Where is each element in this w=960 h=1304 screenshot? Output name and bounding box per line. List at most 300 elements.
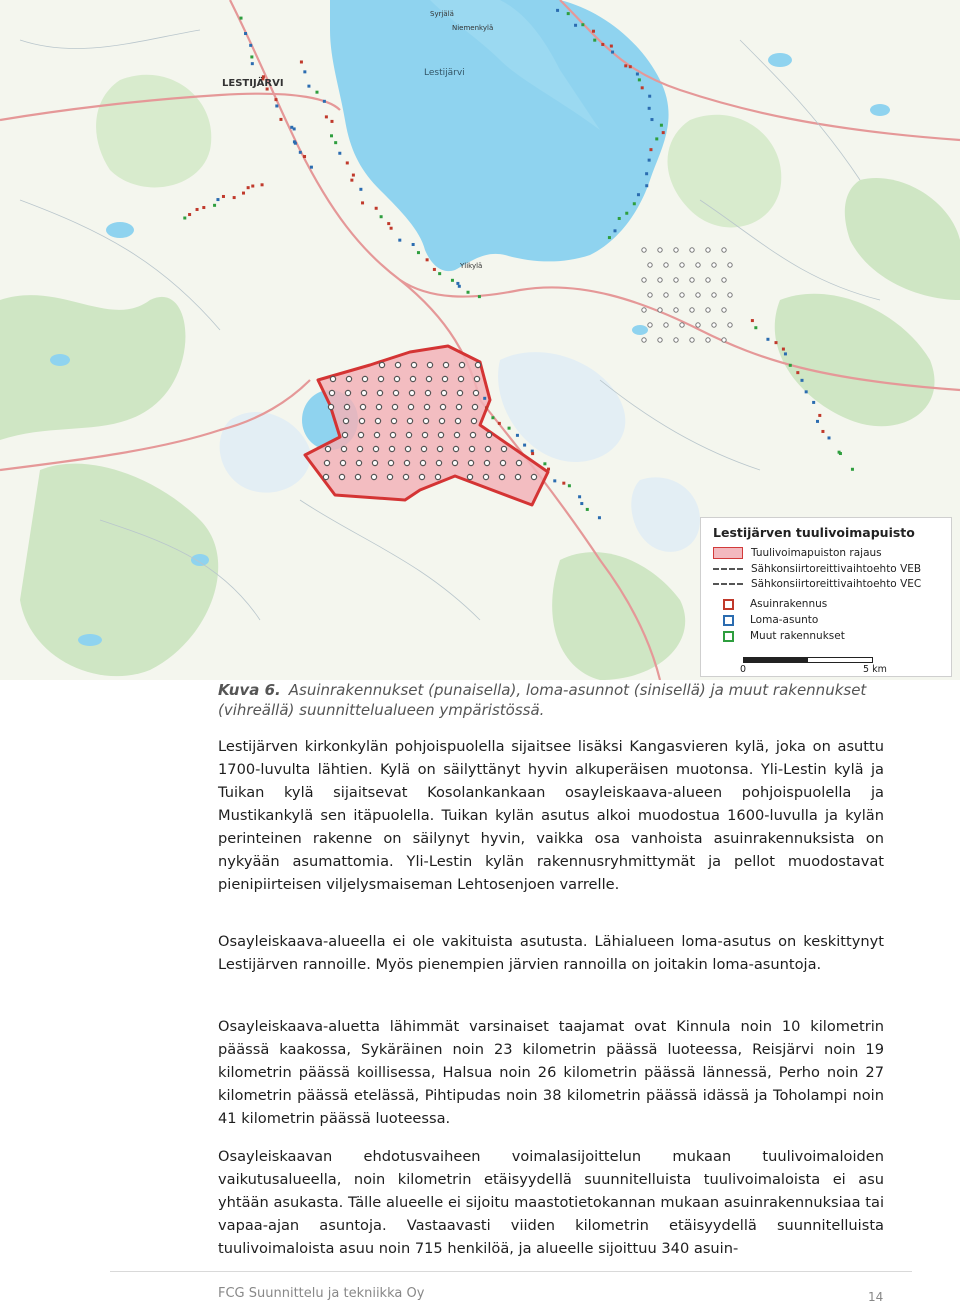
turbine-marker — [469, 446, 474, 451]
building-marker — [649, 148, 652, 151]
building-marker — [556, 9, 559, 12]
page-number: 14 — [868, 1290, 884, 1304]
holiday-home-square-icon — [723, 615, 734, 626]
building-marker — [222, 195, 225, 198]
building-marker — [307, 85, 310, 88]
turbine-marker — [403, 474, 408, 479]
turbine-marker — [324, 460, 329, 465]
legend-label: Tuulivoimapuiston rajaus — [751, 547, 882, 559]
turbine-marker — [345, 390, 350, 395]
building-marker — [601, 43, 604, 46]
turbine-marker — [439, 418, 444, 423]
turbine-marker — [356, 460, 361, 465]
turbine-marker — [696, 293, 700, 297]
legend-label: Loma-asunto — [750, 614, 819, 626]
turbine-marker — [500, 460, 505, 465]
turbine-marker — [419, 474, 424, 479]
footer-divider — [110, 1271, 912, 1272]
building-marker — [244, 32, 247, 35]
turbine-marker — [706, 308, 710, 312]
place-label: Niemenkylä — [452, 24, 494, 32]
caption-label: Kuva 6. — [218, 681, 281, 699]
building-marker — [188, 213, 191, 216]
turbine-marker — [690, 308, 694, 312]
turbine-marker — [712, 323, 716, 327]
turbine-marker — [642, 308, 646, 312]
building-marker — [660, 124, 663, 127]
building-marker — [754, 326, 757, 329]
building-marker — [801, 379, 804, 382]
turbine-marker — [531, 474, 536, 479]
turbine-marker — [674, 308, 678, 312]
turbine-marker — [339, 474, 344, 479]
turbine-marker — [706, 248, 710, 252]
building-marker — [417, 251, 420, 254]
turbine-marker — [642, 278, 646, 282]
turbine-marker — [674, 248, 678, 252]
turbine-marker — [394, 376, 399, 381]
turbine-marker — [323, 474, 328, 479]
building-marker — [294, 142, 297, 145]
turbine-marker — [642, 248, 646, 252]
turbine-marker — [438, 432, 443, 437]
turbine-marker — [658, 338, 662, 342]
turbine-marker — [389, 446, 394, 451]
building-marker — [250, 55, 253, 58]
building-marker — [438, 272, 441, 275]
turbine-marker — [390, 432, 395, 437]
turbine-marker — [664, 263, 668, 267]
lake — [191, 554, 209, 566]
building-marker — [375, 207, 378, 210]
turbine-marker — [712, 293, 716, 297]
legend-label: Asuinrakennus — [750, 598, 828, 610]
building-marker — [361, 201, 364, 204]
building-marker — [310, 166, 313, 169]
turbine-marker — [455, 418, 460, 423]
map-legend — [700, 517, 952, 677]
building-marker — [202, 206, 205, 209]
turbine-marker — [441, 390, 446, 395]
turbine-marker — [355, 474, 360, 479]
turbine-marker — [342, 432, 347, 437]
turbine-marker — [420, 460, 425, 465]
building-marker — [578, 495, 581, 498]
building-marker — [637, 193, 640, 196]
building-marker — [782, 348, 785, 351]
building-marker — [636, 73, 639, 76]
building-marker — [805, 390, 808, 393]
turbine-marker — [484, 460, 489, 465]
legend-item-residence — [713, 597, 827, 611]
building-marker — [592, 30, 595, 33]
building-marker — [433, 268, 436, 271]
turbine-marker — [472, 404, 477, 409]
building-marker — [251, 185, 254, 188]
turbine-marker — [680, 323, 684, 327]
turbine-marker — [485, 446, 490, 451]
building-marker — [624, 64, 627, 67]
turbine-marker — [706, 338, 710, 342]
turbine-marker — [457, 390, 462, 395]
turbine-marker — [664, 293, 668, 297]
turbine-marker — [360, 404, 365, 409]
turbine-marker — [392, 404, 397, 409]
paragraph: Osayleiskaava-aluetta lähimmät varsinaiset taajamat ovat Kinnula noin 10 kilometrin päässä kaakossa, Sykäräinen noin 23 kilometrin päässä luoteessa, Reisjärvi noin 19 kilometrin päässä koillisessa, Halsua noin 26 kilometrin päässä lännessä, Perho noin 27 kilometrin päässä etelässä, Pihtipudas noin 38 kilometrin päässä idässä ja Toholampi noin 41 kilometrin päässä luoteessa. — [218, 1018, 884, 1127]
building-marker — [625, 212, 628, 215]
lake — [50, 354, 70, 366]
legend-label: Sähkonsiirtoreittivaihtoehto VEC — [751, 578, 922, 590]
building-marker — [568, 484, 571, 487]
building-marker — [216, 198, 219, 201]
building-marker — [531, 452, 534, 455]
turbine-marker — [328, 404, 333, 409]
building-marker — [242, 192, 245, 195]
turbine-marker — [473, 390, 478, 395]
caption-text: Asuinrakennukset (punaisella), loma-asunnot (sinisellä) ja muut rakennukset (vihreällä) suunnittelualueen ympäristössä. — [218, 681, 867, 719]
lake — [768, 53, 792, 67]
building-marker — [398, 239, 401, 242]
turbine-marker — [409, 390, 414, 395]
building-marker — [274, 98, 277, 101]
building-marker — [247, 186, 250, 189]
turbine-marker — [696, 323, 700, 327]
turbine-marker — [658, 248, 662, 252]
turbine-marker — [471, 418, 476, 423]
lake — [106, 222, 134, 238]
turbine-marker — [458, 376, 463, 381]
building-marker — [784, 352, 787, 355]
building-marker — [426, 258, 429, 261]
turbine-marker — [422, 432, 427, 437]
turbine-marker — [712, 263, 716, 267]
building-marker — [821, 430, 824, 433]
turbine-marker — [425, 390, 430, 395]
turbine-marker — [453, 446, 458, 451]
building-marker — [638, 78, 641, 81]
place-label: Syrjälä — [430, 10, 454, 18]
turbine-marker — [359, 418, 364, 423]
building-marker — [350, 179, 353, 182]
building-marker — [303, 155, 306, 158]
turbine-marker — [423, 418, 428, 423]
building-marker — [412, 243, 415, 246]
turbine-marker — [427, 362, 432, 367]
turbine-marker — [410, 376, 415, 381]
legend-item-other-buildings — [713, 629, 845, 643]
building-marker — [598, 516, 601, 519]
turbine-marker — [706, 278, 710, 282]
building-marker — [323, 100, 326, 103]
turbine-marker — [344, 404, 349, 409]
building-marker — [645, 172, 648, 175]
building-marker — [467, 291, 470, 294]
turbine-marker — [378, 376, 383, 381]
turbine-marker — [486, 432, 491, 437]
building-marker — [315, 91, 318, 94]
place-label: Ylikylä — [460, 262, 483, 270]
building-marker — [240, 17, 243, 20]
building-marker — [775, 341, 778, 344]
turbine-marker — [658, 278, 662, 282]
building-marker — [648, 159, 651, 162]
turbine-marker — [437, 446, 442, 451]
turbine-marker — [690, 338, 694, 342]
turbine-marker — [648, 293, 652, 297]
turbine-marker — [648, 263, 652, 267]
building-marker — [553, 479, 556, 482]
building-marker — [451, 279, 454, 282]
turbine-marker — [470, 432, 475, 437]
building-marker — [330, 134, 333, 137]
turbine-marker — [421, 446, 426, 451]
building-marker — [611, 51, 614, 54]
building-marker — [516, 434, 519, 437]
turbine-marker — [440, 404, 445, 409]
building-marker — [613, 229, 616, 232]
building-marker — [641, 86, 644, 89]
building-marker — [648, 107, 651, 110]
building-marker — [608, 236, 611, 239]
building-marker — [633, 202, 636, 205]
building-marker — [662, 131, 665, 134]
scale-bar — [743, 657, 873, 663]
building-marker — [828, 436, 831, 439]
building-marker — [629, 65, 632, 68]
residence-square-icon — [723, 599, 734, 610]
turbine-marker — [391, 418, 396, 423]
turbine-marker — [728, 323, 732, 327]
turbine-marker — [474, 376, 479, 381]
building-marker — [485, 406, 488, 409]
turbine-marker — [388, 460, 393, 465]
place-label: LESTIJÄRVI — [222, 78, 284, 89]
turbine-marker — [325, 446, 330, 451]
figure-caption — [218, 680, 888, 720]
building-marker — [580, 502, 583, 505]
turbine-marker — [362, 376, 367, 381]
lake — [632, 325, 648, 335]
building-marker — [593, 39, 596, 42]
turbine-marker — [329, 390, 334, 395]
area-swatch — [713, 547, 743, 559]
turbine-marker — [467, 474, 472, 479]
paragraph: Osayleiskaavan ehdotusvaiheen voimalasijoittelun mukaan tuulivoimaloiden vaikutusalueella, noin kilometrin etäisyydellä suunnitelluista tuulivoimaloista ei asu yhtään asukasta. Tälle alueelle ei sijoitu maastotietokannan mukaan asuinrakennuksiaa tai vapaa-ajan asuntoja. Vastaavasti viiden kilometrin etäisyydellä suunnitelluista tuulivoimaloista asuu noin 715 henkilöä, ja alueelle sijoittuu 340 asuin- — [218, 1148, 884, 1257]
line-swatch — [713, 568, 743, 570]
turbine-marker — [405, 446, 410, 451]
turbine-marker — [674, 278, 678, 282]
building-marker — [458, 285, 461, 288]
legend-item-vec — [713, 577, 921, 591]
building-marker — [812, 401, 815, 404]
turbine-marker — [516, 460, 521, 465]
turbine-marker — [642, 338, 646, 342]
turbine-marker — [426, 376, 431, 381]
building-marker — [325, 115, 328, 118]
building-marker — [851, 468, 854, 471]
turbine-marker — [371, 474, 376, 479]
turbine-marker — [456, 404, 461, 409]
building-marker — [567, 12, 570, 15]
turbine-marker — [728, 263, 732, 267]
turbine-marker — [343, 418, 348, 423]
building-marker — [789, 364, 792, 367]
building-marker — [508, 427, 511, 430]
turbine-marker — [722, 338, 726, 342]
building-marker — [390, 227, 393, 230]
building-marker — [275, 104, 278, 107]
turbine-marker — [664, 323, 668, 327]
turbine-marker — [658, 308, 662, 312]
building-marker — [334, 141, 337, 144]
turbine-marker — [728, 293, 732, 297]
turbine-marker — [722, 278, 726, 282]
turbine-marker — [376, 404, 381, 409]
turbine-marker — [722, 308, 726, 312]
turbine-marker — [424, 404, 429, 409]
turbine-marker — [357, 446, 362, 451]
building-marker — [338, 152, 341, 155]
building-marker — [299, 151, 302, 154]
scale-start-label: 0 — [740, 664, 747, 675]
turbine-marker — [341, 446, 346, 451]
building-marker — [650, 118, 653, 121]
turbine-marker — [454, 432, 459, 437]
paragraph: Osayleiskaava-alueella ei ole vakituista asutusta. Lähialueen loma-asutus on keskittynyt Lestijärven rannoille. Myös pienempien järvien rannoilla on joitakin loma-asuntoja. — [218, 933, 884, 973]
turbine-marker — [408, 404, 413, 409]
building-marker — [491, 416, 494, 419]
building-marker — [562, 482, 565, 485]
turbine-marker — [690, 278, 694, 282]
lake — [870, 104, 890, 116]
building-marker — [251, 62, 254, 65]
turbine-marker — [435, 474, 440, 479]
turbine-marker — [358, 432, 363, 437]
turbine-marker — [346, 376, 351, 381]
other-building-square-icon — [723, 631, 734, 642]
legend-label: Muut rakennukset — [750, 630, 845, 642]
building-marker — [645, 184, 648, 187]
place-label: Lestijärvi — [424, 68, 465, 78]
building-marker — [233, 196, 236, 199]
building-marker — [352, 174, 355, 177]
turbine-marker — [680, 263, 684, 267]
building-marker — [293, 127, 296, 130]
turbine-marker — [379, 362, 384, 367]
turbine-marker — [648, 323, 652, 327]
turbine-marker — [452, 460, 457, 465]
scale-end-label: 5 km — [863, 664, 887, 675]
building-marker — [483, 397, 486, 400]
line-swatch — [713, 583, 743, 585]
turbine-marker — [404, 460, 409, 465]
turbine-marker — [436, 460, 441, 465]
building-marker — [183, 216, 186, 219]
building-marker — [547, 468, 550, 471]
turbine-marker — [411, 362, 416, 367]
footer-company: FCG Suunnittelu ja tekniikka Oy — [218, 1286, 425, 1301]
building-marker — [816, 420, 819, 423]
building-marker — [300, 60, 303, 63]
building-marker — [818, 414, 821, 417]
legend-label: Sähkonsiirtoreittivaihtoehto VEB — [751, 563, 922, 575]
building-marker — [655, 137, 658, 140]
legend-item-area — [713, 546, 882, 560]
turbine-marker — [443, 362, 448, 367]
turbine-marker — [372, 460, 377, 465]
legend-item-veb — [713, 562, 921, 576]
turbine-marker — [373, 446, 378, 451]
lake — [78, 634, 102, 646]
turbine-marker — [459, 362, 464, 367]
turbine-marker — [690, 248, 694, 252]
turbine-marker — [501, 446, 506, 451]
building-marker — [498, 422, 501, 425]
legend-item-holiday-home — [713, 613, 818, 627]
turbine-marker — [375, 418, 380, 423]
building-marker — [261, 183, 264, 186]
turbine-marker — [442, 376, 447, 381]
turbine-marker — [361, 390, 366, 395]
turbine-marker — [387, 474, 392, 479]
building-marker — [196, 208, 199, 211]
building-marker — [387, 222, 390, 225]
building-marker — [618, 217, 621, 220]
building-marker — [839, 452, 842, 455]
turbine-marker — [377, 390, 382, 395]
building-marker — [543, 462, 546, 465]
building-marker — [456, 282, 459, 285]
building-marker — [478, 295, 481, 298]
building-marker — [610, 45, 613, 48]
building-marker — [586, 508, 589, 511]
building-marker — [574, 24, 577, 27]
turbine-marker — [395, 362, 400, 367]
turbine-marker — [722, 248, 726, 252]
turbine-marker — [674, 338, 678, 342]
turbine-marker — [515, 474, 520, 479]
building-marker — [279, 118, 282, 121]
building-marker — [648, 95, 651, 98]
building-marker — [751, 319, 754, 322]
building-marker — [796, 371, 799, 374]
turbine-marker — [330, 376, 335, 381]
building-marker — [523, 444, 526, 447]
building-marker — [249, 44, 252, 47]
turbine-marker — [340, 460, 345, 465]
turbine-marker — [407, 418, 412, 423]
turbine-marker — [483, 474, 488, 479]
paragraph: Lestijärven kirkonkylän pohjoispuolella sijaitsee lisäksi Kangasvieren kylä, joka on asuttu 1700-luvulta lähtien. Kylä on säilyttänyt hyvin alkuperäisen muotonsa. Yli-Lestin kylä ja Tuikan kylä sijaitsevat Kosolankankaan osayleiskaava-alueen pohjoispuolella ja Mustikankylä sen itäpuolella. Tuikan kylän asutus alkoi muodostua 1600-luvulla ja kylän perinteinen rakenne on säilynyt hyvin, vaikka osa vanhoista asuinrakennuksista on nykyään asumattomia. Yli-Lestin kylän rakennusryhmittymät ja pellot muodostavat pienipiirteisen viljelysmaiseman Lehtosenjoen varrelle. — [218, 738, 884, 893]
turbine-marker — [499, 474, 504, 479]
building-marker — [359, 188, 362, 191]
building-marker — [581, 23, 584, 26]
building-marker — [380, 215, 383, 218]
building-marker — [303, 70, 306, 73]
turbine-marker — [374, 432, 379, 437]
turbine-marker — [468, 460, 473, 465]
turbine-marker — [406, 432, 411, 437]
turbine-marker — [680, 293, 684, 297]
building-marker — [213, 204, 216, 207]
building-marker — [766, 338, 769, 341]
turbine-marker — [393, 390, 398, 395]
building-marker — [346, 161, 349, 164]
turbine-marker — [475, 362, 480, 367]
turbine-marker — [696, 263, 700, 267]
building-marker — [330, 120, 333, 123]
legend-title: Lestijärven tuulivoimapuisto — [713, 525, 915, 540]
